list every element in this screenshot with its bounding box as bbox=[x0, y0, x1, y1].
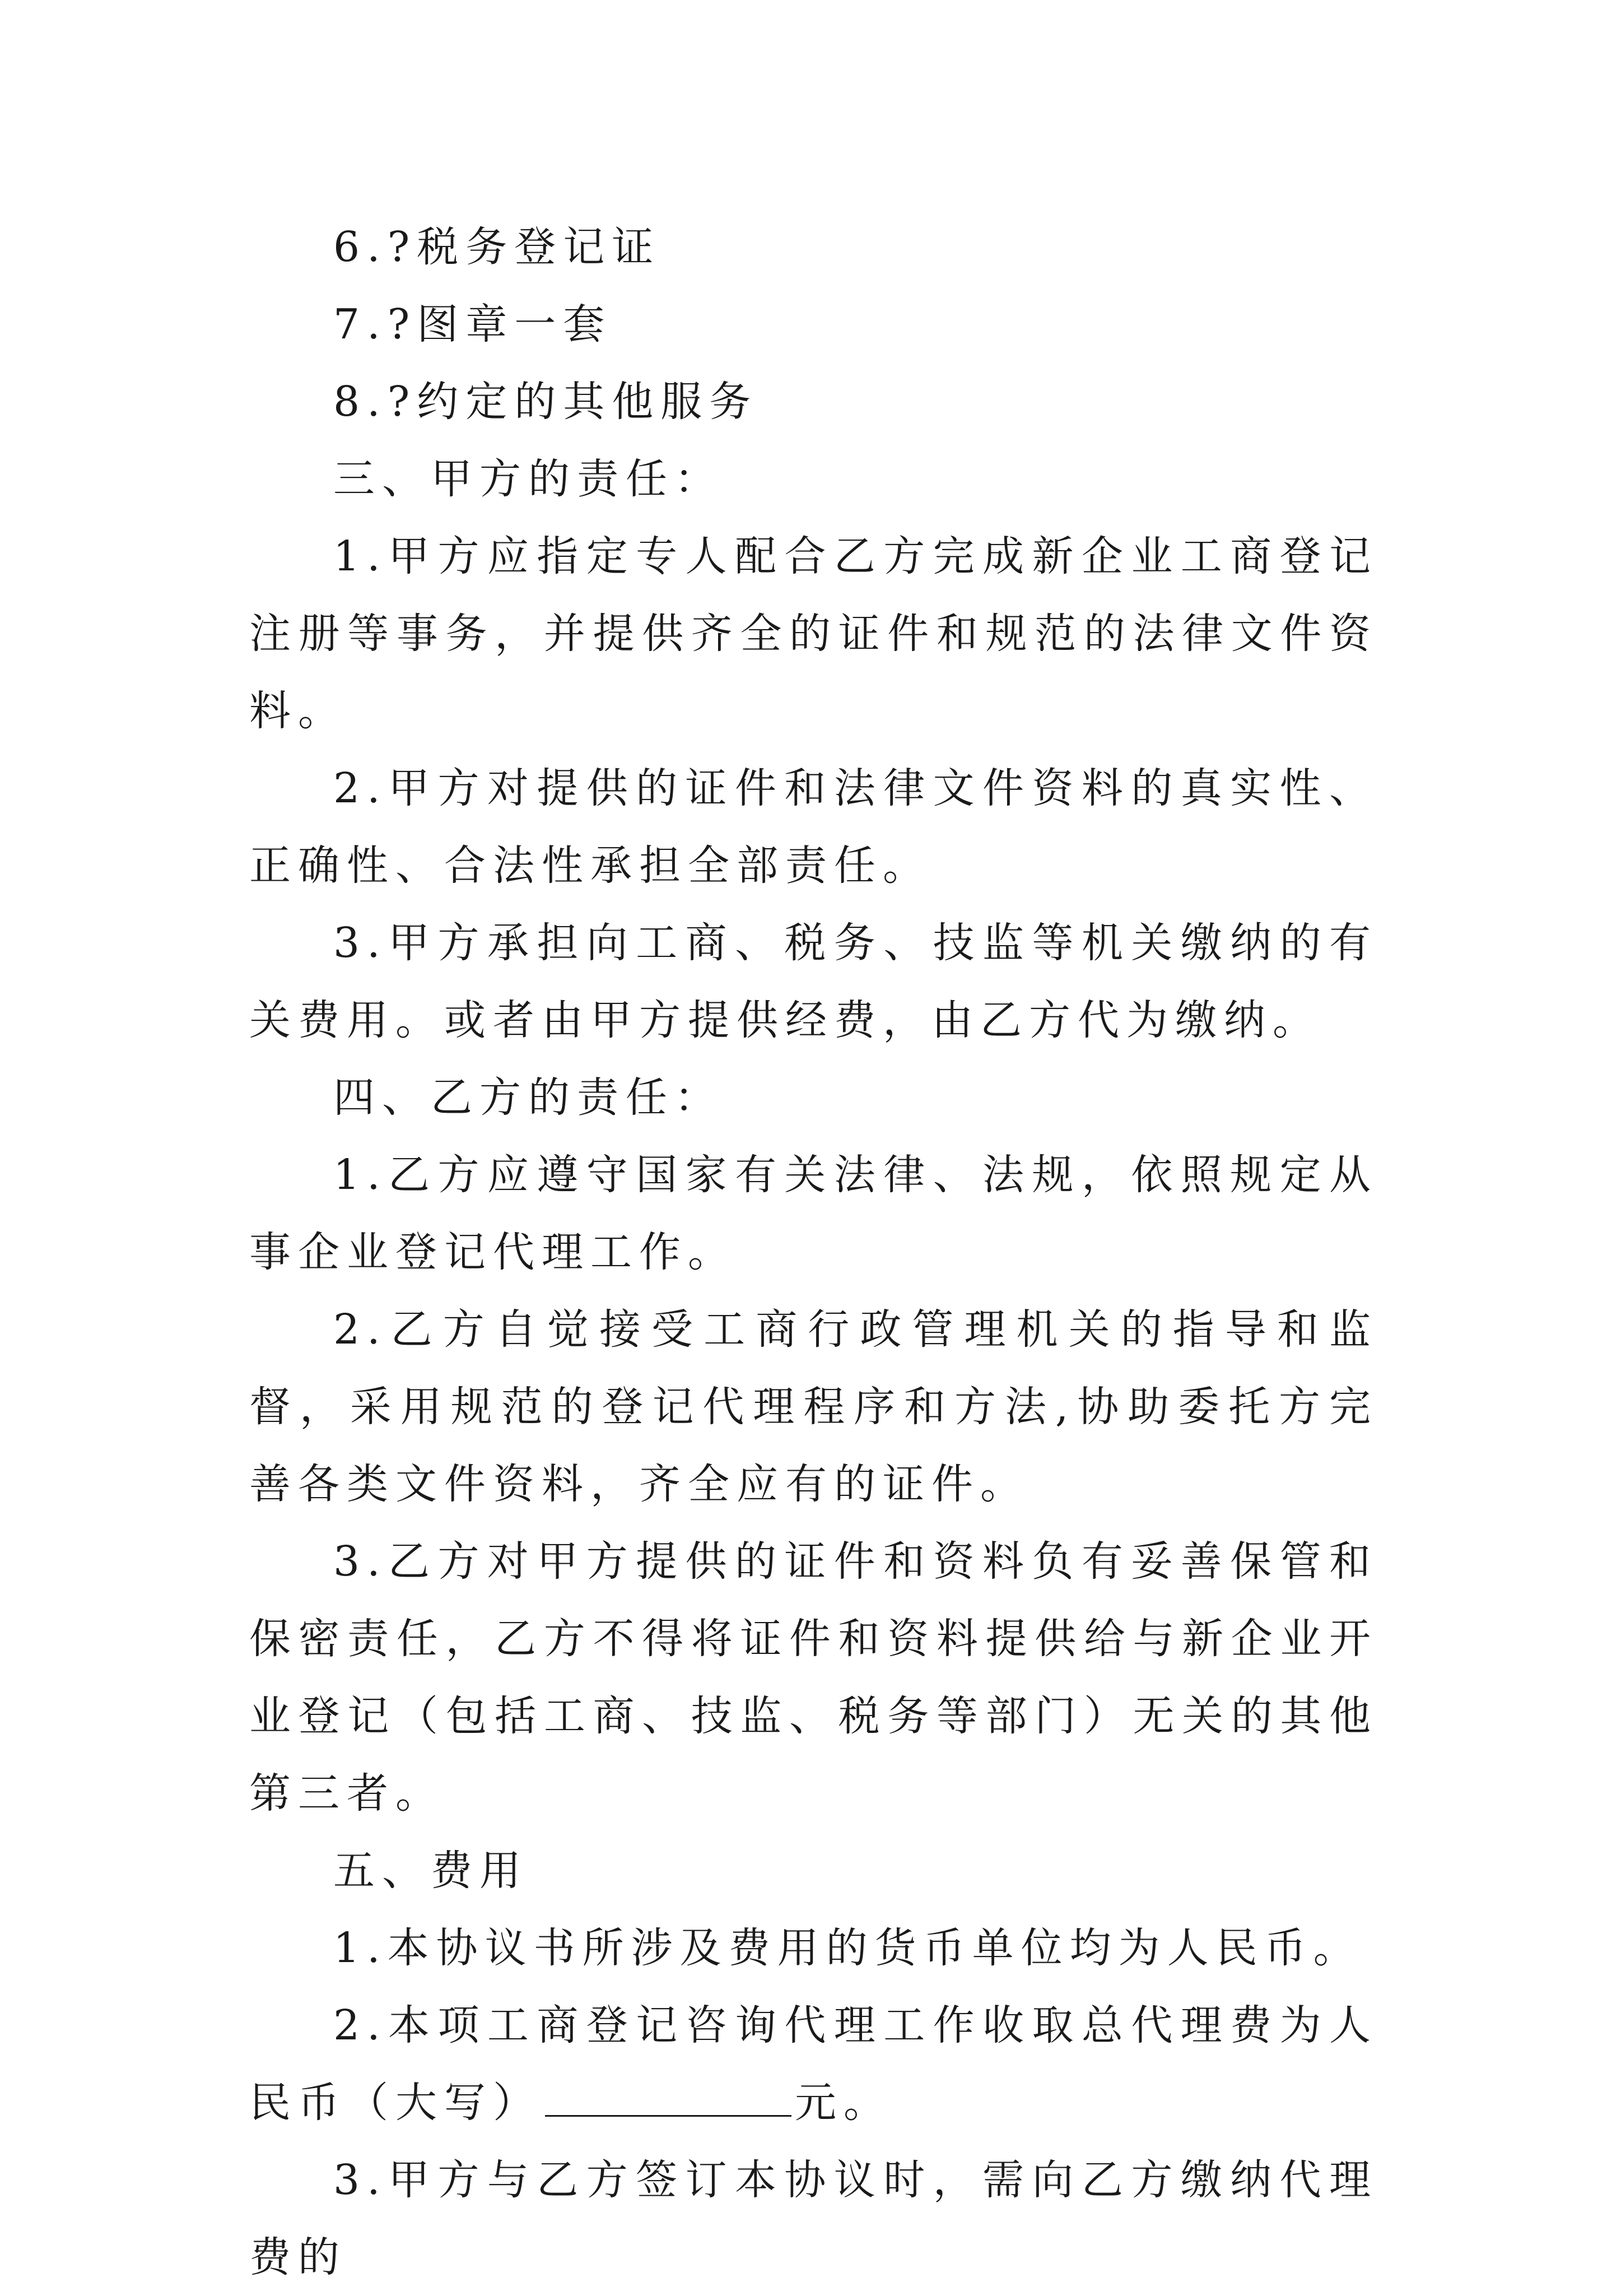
party-b-clause-1: 1.乙方应遵守国家有关法律、法规，依照规定从事企业登记代理工作。 bbox=[249, 1151, 1378, 1276]
party-a-clause-2: 2.甲方对提供的证件和法律文件资料的真实性、正确性、合法性承担全部责任。 bbox=[249, 764, 1378, 890]
list-item-other-services: 8.?约定的其他服务 bbox=[333, 378, 758, 426]
fees-clause-2 bbox=[249, 1987, 1378, 2141]
document-body bbox=[249, 208, 1378, 2296]
party-a-clause-1: 1.甲方应指定专人配合乙方完成新企业工商登记注册等事务，并提供齐全的证件和规范的法律文件资料。 bbox=[249, 532, 1378, 735]
amount-blank-line bbox=[545, 2081, 791, 2117]
section-heading-party-a: 三、甲方的责任： bbox=[333, 455, 723, 503]
fees-clause-3: 3.甲方与乙方签订本协议时，需向乙方缴纳代理费的 bbox=[249, 2156, 1378, 2281]
party-b-clause-3: 3.乙方对甲方提供的证件和资料负有妥善保管和保密责任，乙方不得将证件和资料提供给与新企业开业登记（包括工商、技监、税务等部门）无关的其他第三者。 bbox=[249, 1537, 1378, 1818]
party-a-clause-3: 3.甲方承担向工商、税务、技监等机关缴纳的有关费用。或者由甲方提供经费，由乙方代为缴纳。 bbox=[249, 919, 1378, 1044]
fees-clause-2-unit: 元。 bbox=[795, 2079, 892, 2127]
list-item-seal-set: 7.?图章一套 bbox=[333, 300, 612, 348]
section-heading-fees: 五、费用 bbox=[333, 1847, 528, 1895]
section-heading-party-b: 四、乙方的责任： bbox=[333, 1073, 723, 1122]
fees-clause-1: 1.本协议书所涉及费用的货币单位均为人民币。 bbox=[333, 1924, 1362, 1972]
fees-clause-2-text: 2.本项工商登记咨询代理工作收取总代理费为人民币（大写） bbox=[249, 2001, 1378, 2127]
party-b-clause-2: 2.乙方自觉接受工商行政管理机关的指导和监督，采用规范的登记代理程序和方法,协助委托方完善各类文件资料，齐全应有的证件。 bbox=[249, 1305, 1378, 1508]
list-item-tax-registration: 6.?税务登记证 bbox=[333, 223, 661, 271]
